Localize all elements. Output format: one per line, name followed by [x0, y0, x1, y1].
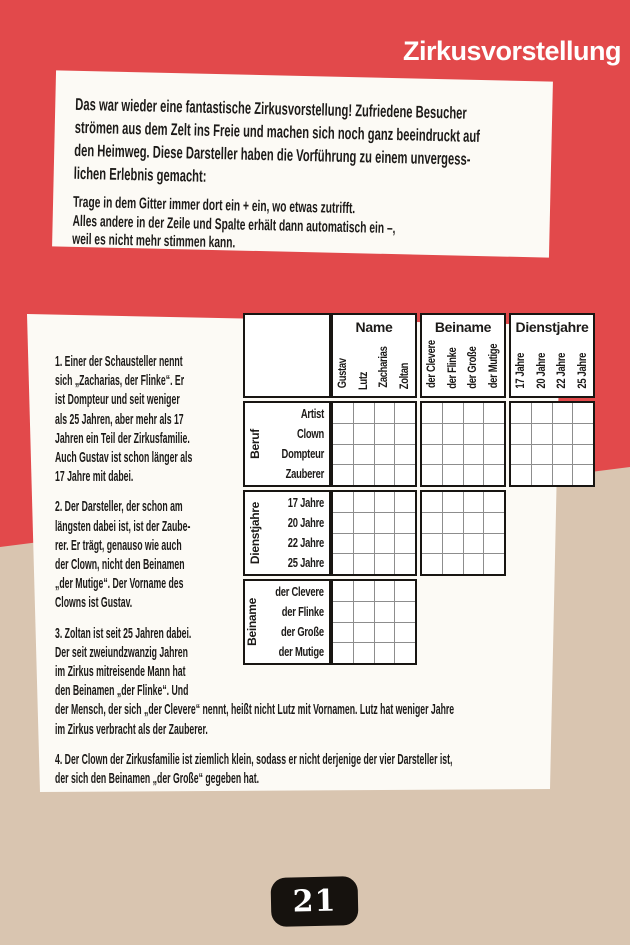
grid-cell[interactable] — [464, 492, 484, 512]
grid-cell[interactable] — [511, 403, 531, 423]
clue-line: 17 Jahre mit dabei. — [55, 468, 134, 486]
grid-cell[interactable] — [553, 424, 573, 444]
grid-cell[interactable] — [375, 534, 395, 554]
column-label-cell — [374, 335, 395, 396]
grid-cell[interactable] — [375, 554, 395, 574]
row-label: der Flinke — [281, 605, 324, 619]
grid-cell[interactable] — [395, 465, 415, 485]
grid-cell[interactable] — [354, 554, 374, 574]
grid-cell[interactable] — [464, 534, 484, 554]
column-label: Zacharias — [378, 346, 391, 388]
row-label: 20 Jahre — [287, 516, 324, 530]
instructions — [72, 194, 550, 260]
grid-cell[interactable] — [354, 465, 374, 485]
clue-line: 1. Einer der Schausteller nennt — [55, 353, 183, 370]
grid-cells-beruf-x-beiname — [420, 401, 506, 487]
clue-line: Der seit zweiundzwanzig Jahren — [55, 643, 188, 661]
grid-rowgroup-dienstjahre — [243, 490, 331, 576]
grid-cell[interactable] — [333, 554, 353, 574]
grid-cell[interactable] — [511, 465, 531, 485]
intro-text-line: den Heimweg. Diese Darsteller haben die Vorführung zu einem unvergess- — [74, 140, 471, 169]
grid-cell[interactable] — [443, 513, 463, 533]
clue-line: im Zirkus mitreisende Mann hat — [55, 663, 186, 681]
grid-cell[interactable] — [333, 513, 353, 533]
grid-header-dienstjahre — [509, 313, 595, 398]
grid-cell[interactable] — [354, 424, 374, 444]
clue-line: Auch Gustav ist schon länger als — [55, 449, 193, 467]
column-label-cell — [532, 335, 553, 396]
clue-line: sich „Zacharias, der Flinke“. Er — [55, 372, 185, 390]
grid-cell[interactable] — [422, 492, 442, 512]
clue-line: längsten dabei ist, ist der Zaube- — [55, 517, 191, 535]
grid-cell[interactable] — [375, 643, 395, 663]
grid-cell[interactable] — [333, 581, 353, 601]
grid-cell[interactable] — [333, 403, 353, 423]
grid-cell[interactable] — [354, 623, 374, 643]
row-label: der Clevere — [275, 585, 324, 599]
column-group-title: Beiname — [434, 319, 492, 335]
column-label: Gustav — [337, 358, 350, 389]
grid-cell[interactable] — [422, 403, 442, 423]
grid-rowgroup-beiname — [243, 579, 331, 665]
clue-line: als 25 Jahren, aber mehr als 17 — [55, 410, 184, 428]
grid-cell[interactable] — [464, 424, 484, 444]
grid-cell[interactable] — [375, 403, 395, 423]
column-label-cell — [333, 335, 354, 396]
row-group-title: Dienstjahre — [247, 501, 262, 565]
column-label-cell — [484, 335, 505, 397]
grid-cell[interactable] — [532, 403, 552, 423]
grid-cell[interactable] — [573, 403, 593, 423]
clue-line: Jahren ein Teil der Zirkusfamilie. — [55, 429, 190, 447]
grid-cell[interactable] — [464, 513, 484, 533]
instruction-text-line: Trage in dem Gitter immer dort ein + ein, wo etwas zutrifft. — [72, 193, 356, 218]
page-title: Zirkusvorstellung — [402, 36, 621, 66]
grid-cell[interactable] — [375, 465, 395, 485]
row-group-title-strip — [245, 581, 259, 663]
column-group-title: Dienstjahre — [515, 319, 589, 335]
clue-line: ist Dompteur und seit weniger — [55, 391, 180, 409]
row-label: Artist — [300, 407, 324, 421]
grid-cell[interactable] — [443, 492, 463, 512]
row-group-title-strip — [245, 403, 264, 485]
column-label-cell — [573, 335, 594, 396]
row-labels — [259, 581, 329, 663]
grid-cell[interactable] — [395, 424, 415, 444]
row-label: der Große — [281, 625, 324, 639]
grid-cell[interactable] — [375, 602, 395, 622]
grid-cell[interactable] — [511, 445, 531, 465]
column-label: 25 Jahre — [576, 352, 589, 389]
grid-cell[interactable] — [354, 513, 374, 533]
column-label-cell — [463, 335, 484, 397]
grid-cell[interactable] — [443, 424, 463, 444]
grid-cell[interactable] — [484, 445, 504, 465]
grid-cell[interactable] — [422, 424, 442, 444]
row-label: 17 Jahre — [287, 496, 324, 510]
clue-line: Clowns ist Gustav. — [55, 594, 133, 612]
grid-header-beiname — [420, 313, 506, 398]
grid-cell[interactable] — [464, 403, 484, 423]
intro-text-line: Das war wieder eine fantastische Zirkusvorstellung! Zufriedene Besucher — [75, 94, 467, 123]
grid-cell[interactable] — [333, 445, 353, 465]
row-label: der Mutige — [278, 645, 324, 659]
grid-cell[interactable] — [354, 445, 374, 465]
grid-cell[interactable] — [484, 554, 504, 574]
grid-cell[interactable] — [333, 602, 353, 622]
grid-cell[interactable] — [333, 623, 353, 643]
grid-header-name — [331, 313, 417, 398]
grid-cell[interactable] — [422, 554, 442, 574]
column-labels — [333, 335, 415, 396]
grid-cell[interactable] — [375, 492, 395, 512]
grid-cells-beruf-x-dienstjahre — [509, 401, 595, 487]
clue-line: 2. Der Darsteller, der schon am — [55, 498, 183, 516]
grid-cell[interactable] — [443, 445, 463, 465]
grid-cell[interactable] — [395, 492, 415, 512]
grid-cells-dienstjahre-x-beiname — [420, 490, 506, 576]
column-labels — [511, 335, 593, 396]
grid-cell[interactable] — [422, 534, 442, 554]
column-label-cell — [511, 335, 532, 396]
grid-cell[interactable] — [395, 602, 415, 622]
clue-line: rer. Er trägt, genauso wie auch — [55, 536, 182, 554]
column-label-cell — [354, 335, 375, 396]
grid-cell[interactable] — [464, 445, 484, 465]
grid-cell[interactable] — [422, 465, 442, 485]
grid-cell[interactable] — [484, 534, 504, 554]
column-label: 17 Jahre — [515, 352, 528, 389]
grid-cell[interactable] — [395, 581, 415, 601]
row-label: Zauberer — [285, 467, 324, 481]
grid-cell[interactable] — [464, 554, 484, 574]
clue-line: 4. Der Clown der Zirkusfamilie ist ziemlich klein, sodass er nicht derjenige der vier Darsteller ist, — [55, 750, 453, 768]
column-label-cell — [422, 335, 443, 397]
row-group-title: Beiname — [245, 598, 260, 646]
grid-cell[interactable] — [422, 513, 442, 533]
column-label: 22 Jahre — [556, 352, 569, 389]
row-label: 22 Jahre — [287, 536, 324, 550]
grid-cell[interactable] — [532, 445, 552, 465]
grid-cell[interactable] — [573, 465, 593, 485]
grid-cell[interactable] — [375, 445, 395, 465]
grid-cell[interactable] — [333, 643, 353, 663]
grid-cell[interactable] — [484, 465, 504, 485]
grid-cell[interactable] — [553, 465, 573, 485]
grid-cell[interactable] — [532, 465, 552, 485]
instruction-text-line: Alles andere in der Zeile und Spalte erhält dann automatisch ein –, — [72, 212, 396, 237]
grid-cell[interactable] — [464, 465, 484, 485]
row-label: Dompteur — [281, 447, 324, 461]
grid-corner — [243, 313, 331, 398]
column-label: Zoltan — [398, 362, 411, 390]
grid-cell[interactable] — [443, 534, 463, 554]
row-labels — [264, 403, 329, 485]
grid-cells-beiname-x-name — [331, 579, 417, 665]
grid-cell[interactable] — [484, 403, 504, 423]
grid-cell[interactable] — [553, 445, 573, 465]
grid-cell[interactable] — [395, 403, 415, 423]
clue-line: der Clown, nicht den Beinamen — [55, 556, 185, 574]
grid-cell[interactable] — [573, 424, 593, 444]
grid-cell[interactable] — [354, 534, 374, 554]
instruction-text-line: weil es nicht mehr stimmen kann. — [72, 230, 236, 252]
clue-line: der sich den Beinamen „der Große“ gegeben hat. — [55, 770, 260, 788]
grid-cell[interactable] — [354, 403, 374, 423]
grid-cells-dienstjahre-x-name — [331, 490, 417, 576]
grid-rowgroup-beruf — [243, 401, 331, 487]
grid-cell[interactable] — [573, 445, 593, 465]
grid-cell[interactable] — [375, 424, 395, 444]
clue-line: der Mensch, der sich „der Clevere“ nennt, heißt nicht Lutz mit Vornamen. Lutz hat weniger Jahre — [55, 701, 455, 719]
column-label-cell — [443, 335, 464, 397]
grid-cell[interactable] — [443, 554, 463, 574]
grid-cell[interactable] — [375, 513, 395, 533]
logic-grid — [243, 313, 595, 665]
grid-cell[interactable] — [395, 554, 415, 574]
column-label: 20 Jahre — [535, 352, 548, 389]
column-label: der Mutige — [487, 343, 500, 389]
column-label: Lutz — [357, 371, 370, 391]
grid-cell[interactable] — [375, 581, 395, 601]
grid-cell[interactable] — [484, 424, 504, 444]
grid-cell[interactable] — [443, 465, 463, 485]
grid-cell[interactable] — [333, 465, 353, 485]
grid-cell[interactable] — [395, 513, 415, 533]
column-label: der Clevere — [426, 340, 439, 389]
column-group-title: Name — [355, 319, 393, 335]
grid-cell[interactable] — [354, 602, 374, 622]
intro-box — [52, 70, 553, 257]
intro-paragraph — [73, 93, 552, 196]
row-group-title-strip — [245, 492, 264, 574]
row-label: 25 Jahre — [287, 556, 324, 570]
grid-cell[interactable] — [354, 492, 374, 512]
grid-cell[interactable] — [532, 424, 552, 444]
grid-cell[interactable] — [375, 623, 395, 643]
grid-cell[interactable] — [553, 403, 573, 423]
clue-line: den Beinamen „der Flinke“. Und — [55, 682, 189, 700]
grid-cell[interactable] — [395, 534, 415, 554]
row-group-title: Beruf — [247, 429, 262, 459]
grid-cell[interactable] — [333, 424, 353, 444]
column-labels — [422, 335, 504, 397]
column-label-cell — [395, 335, 416, 396]
grid-cell[interactable] — [511, 424, 531, 444]
column-label-cell — [552, 335, 573, 396]
clue-4 — [55, 750, 630, 788]
page-number: 21 — [292, 883, 337, 920]
grid-cell[interactable] — [395, 445, 415, 465]
grid-cell[interactable] — [422, 445, 442, 465]
grid-cell[interactable] — [484, 513, 504, 533]
page-number-badge — [270, 876, 358, 927]
grid-cell[interactable] — [395, 643, 415, 663]
grid-cell[interactable] — [443, 403, 463, 423]
row-labels — [264, 492, 329, 574]
grid-cell[interactable] — [354, 581, 374, 601]
grid-cell[interactable] — [395, 623, 415, 643]
intro-text-line: strömen aus dem Zelt ins Freie und machen sich noch ganz beeindruckt auf — [74, 117, 481, 147]
intro-text-line: lichen Erlebnis gemacht: — [73, 163, 207, 186]
column-label: der Große — [467, 346, 480, 389]
grid-cell[interactable] — [354, 643, 374, 663]
column-label: der Flinke — [446, 347, 459, 389]
grid-cells-beruf-x-name — [331, 401, 417, 487]
grid-cell[interactable] — [333, 534, 353, 554]
row-label: Clown — [297, 427, 324, 441]
grid-cell[interactable] — [484, 492, 504, 512]
clue-line: 3. Zoltan ist seit 25 Jahren dabei. — [55, 624, 192, 642]
grid-cell[interactable] — [333, 492, 353, 512]
clue-line: „der Mutige“. Der Vorname des — [55, 575, 184, 593]
clue-line: im Zirkus verbracht als der Zauberer. — [55, 720, 208, 738]
